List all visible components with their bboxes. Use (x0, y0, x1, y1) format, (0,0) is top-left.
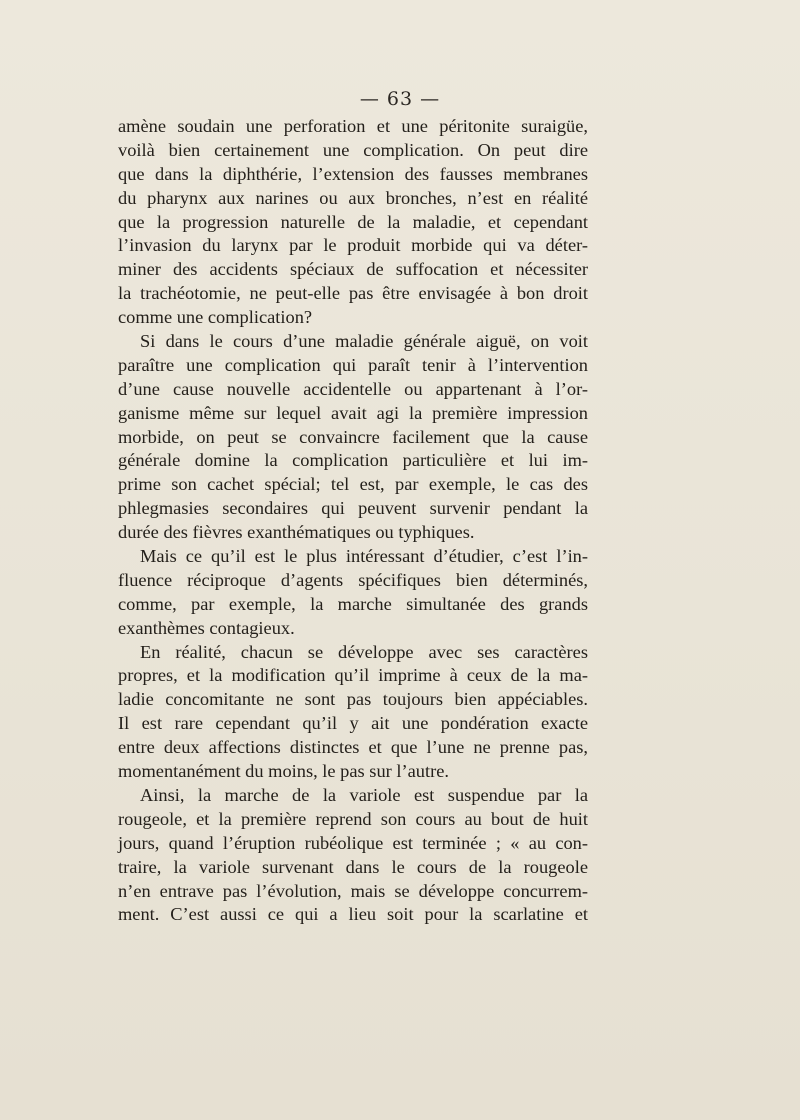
text-line: comme une complication? (118, 307, 313, 328)
text-line: du pharynx aux narines ou aux bronches, n’est en réalité (118, 187, 588, 208)
text-line: propres, et la modification qu’il imprime à ceux de la ma- (118, 665, 588, 686)
text-line: phlegmasies secondaires qui peuvent survenir pendant la (118, 498, 588, 519)
page-number: — 63 — (359, 88, 441, 110)
text-line: Il est rare cependant qu’il y ait une pondération exacte (118, 713, 588, 734)
text-line: voilà bien certainement une complication. On peut dire (118, 139, 588, 160)
text-line: que dans la diphthérie, l’extension des fausses membranes (118, 163, 588, 184)
text-line: fluence réciproque d’agents spécifiques bien déterminés, (118, 569, 588, 590)
text-line: Si dans le cours d’une maladie générale aiguë, on voit (140, 331, 588, 352)
text-line: la trachéotomie, ne peut-elle pas être envisagée à bon droit (118, 283, 588, 304)
text-line: que la progression naturelle de la maladie, et cependant (118, 211, 588, 232)
text-line: n’en entrave pas l’évolution, mais se développe concurrem- (118, 880, 588, 901)
body-text (118, 115, 588, 927)
text-line: traire, la variole survenant dans le cours de la rougeole (118, 856, 588, 877)
text-line: morbide, on peut se convaincre facilement que la cause (118, 426, 588, 447)
text-line: durée des fièvres exanthématiques ou typhiques. (118, 522, 475, 543)
text-line: momentanément du moins, le pas sur l’autre. (118, 761, 449, 782)
text-line: En réalité, chacun se développe avec ses caractères (140, 641, 588, 662)
text-line: paraître une complication qui paraît tenir à l’intervention (118, 354, 588, 375)
text-line: ladie concomitante ne sont pas toujours bien appéciables. (118, 689, 588, 710)
text-line: ment. C’est aussi ce qui a lieu soit pour la scarlatine et (118, 904, 588, 925)
text-line: d’une cause nouvelle accidentelle ou appartenant à l’or- (118, 378, 588, 399)
text-line: ganisme même sur lequel avait agi la première impression (118, 402, 588, 423)
text-line: comme, par exemple, la marche simultanée des grands (118, 593, 588, 614)
text-line: exanthèmes contagieux. (118, 617, 295, 638)
text-line: Mais ce qu’il est le plus intéressant d’étudier, c’est l’in- (140, 546, 588, 567)
text-line: rougeole, et la première reprend son cours au bout de huit (118, 808, 588, 829)
text-line: l’invasion du larynx par le produit morbide qui va déter- (118, 235, 588, 256)
text-line: entre deux affections distinctes et que l’une ne prenne pas, (118, 737, 588, 758)
text-line: jours, quand l’éruption rubéolique est terminée ; « au con- (118, 832, 588, 853)
text-line: prime son cachet spécial; tel est, par exemple, le cas des (118, 474, 588, 495)
text-line: Ainsi, la marche de la variole est suspendue par la (140, 784, 588, 805)
text-line: amène soudain une perforation et une péritonite suraigüe, (118, 116, 588, 136)
text-line: générale domine la complication particulière et lui im- (118, 450, 588, 471)
text-line: miner des accidents spéciaux de suffocation et nécessiter (118, 259, 588, 280)
